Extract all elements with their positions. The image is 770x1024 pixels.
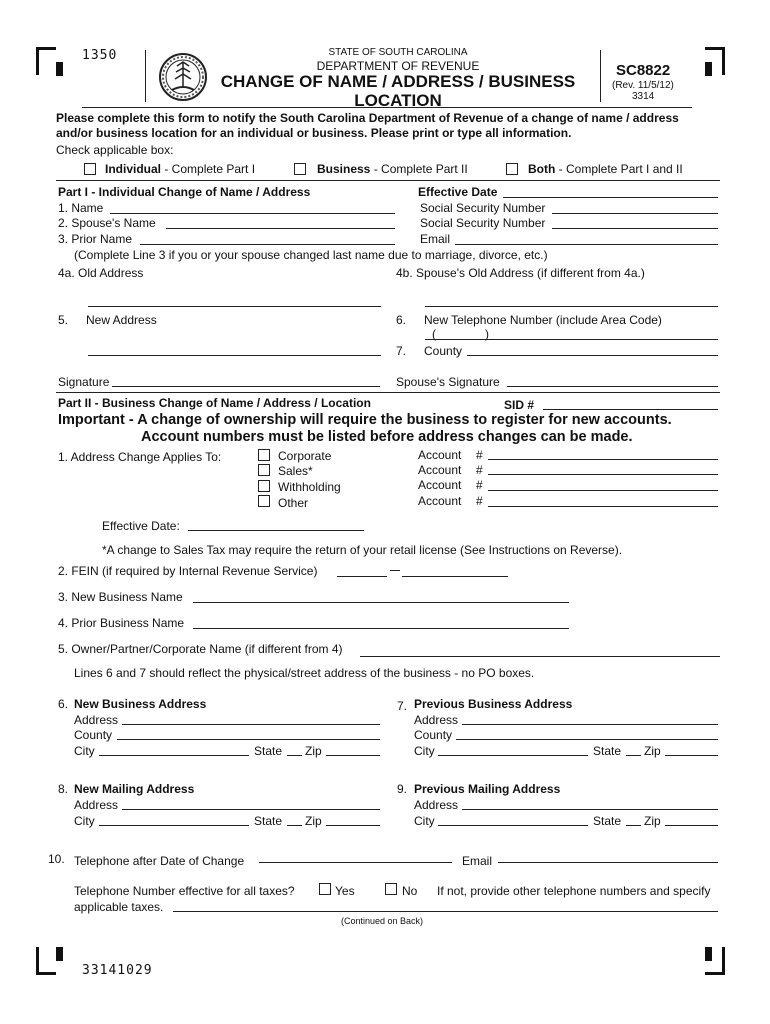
nma-zip-field[interactable] xyxy=(326,825,380,826)
account-label-2: Account xyxy=(418,463,462,477)
pba-county-label: County xyxy=(414,728,453,742)
registration-bar-bottom-left xyxy=(56,947,63,961)
account-hash-2: # xyxy=(476,463,483,477)
nba-city-field[interactable] xyxy=(99,755,249,756)
account-label-3: Account xyxy=(418,478,462,492)
new-phone-label: New Telephone Number (include Area Code) xyxy=(424,313,662,327)
account-field-1[interactable] xyxy=(488,459,718,460)
spouse-ssn-label: Social Security Number xyxy=(420,216,546,230)
account-label-4: Account xyxy=(418,494,462,508)
individual-checkbox[interactable] xyxy=(84,163,96,175)
registration-mark-top-left xyxy=(36,47,56,50)
fein-prefix-field[interactable] xyxy=(337,576,387,577)
new-business-address-number: 6. xyxy=(58,697,69,711)
name-label: 1. Name xyxy=(58,201,104,215)
prior-name-label: 3. Prior Name xyxy=(58,232,133,246)
effective-date-field[interactable] xyxy=(503,197,718,198)
new-business-address-heading: New Business Address xyxy=(74,697,207,711)
part1-rule xyxy=(56,180,720,181)
part1-effective-date-label: Effective Date xyxy=(418,185,498,199)
important-line2: Account numbers must be listed before address changes can be made. xyxy=(141,429,633,445)
spouse-old-address-label: 4b. Spouse's Old Address (if different from 4a.) xyxy=(396,266,645,280)
if-not-label: If not, provide other telephone numbers and specify xyxy=(437,884,711,898)
telephone-number: 10. xyxy=(48,852,65,866)
sales-checkbox[interactable] xyxy=(258,464,270,476)
prior-name-note: (Complete Line 3 if you or your spouse changed last name due to marriage, divorce, etc.) xyxy=(74,248,548,262)
part2-rule xyxy=(56,392,720,393)
pba-address-label: Address xyxy=(414,713,459,727)
pma-zip-label: Zip xyxy=(644,814,661,828)
prev-mailing-heading: Previous Mailing Address xyxy=(414,782,561,796)
prior-name-field[interactable] xyxy=(140,244,395,245)
registration-bar-bottom-right xyxy=(705,947,712,961)
nba-address-field[interactable] xyxy=(122,724,380,725)
account-field-2[interactable] xyxy=(488,474,718,475)
withholding-label: Withholding xyxy=(278,480,341,494)
form-code-top: 1350 xyxy=(82,48,118,63)
nma-state-field[interactable] xyxy=(287,825,302,826)
applies-to-label: 1. Address Change Applies To: xyxy=(58,450,222,464)
business-checkbox[interactable] xyxy=(294,163,306,175)
new-phone-field[interactable] xyxy=(425,339,718,340)
registration-mark-top-left-vertical xyxy=(36,47,39,75)
form-title-line2: LOCATION xyxy=(354,91,442,110)
other-label: Other xyxy=(278,496,309,510)
state-seal-icon xyxy=(158,52,208,102)
pma-address-label: Address xyxy=(414,798,459,812)
account-label-1: Account xyxy=(418,448,462,462)
nba-address-label: Address xyxy=(74,713,119,727)
name-field[interactable] xyxy=(110,213,395,214)
county-number: 7. xyxy=(396,344,407,358)
email-field[interactable] xyxy=(455,244,718,245)
pma-state-field[interactable] xyxy=(626,825,641,826)
pma-city-field[interactable] xyxy=(438,825,588,826)
nma-address-label: Address xyxy=(74,798,119,812)
check-applicable-label: Check applicable box: xyxy=(56,143,174,157)
state-label: STATE OF SOUTH CAROLINA xyxy=(328,47,468,58)
part2-effective-date-label: Effective Date: xyxy=(102,519,180,533)
pba-state-label: State xyxy=(593,744,622,758)
registration-mark-bottom-right-vertical xyxy=(722,947,725,975)
new-mailing-heading: New Mailing Address xyxy=(74,782,195,796)
header-divider-right xyxy=(600,50,601,102)
sid-field[interactable] xyxy=(543,409,718,410)
pba-county-field[interactable] xyxy=(456,739,718,740)
nma-zip-label: Zip xyxy=(305,814,322,828)
nba-zip-label: Zip xyxy=(305,744,322,758)
spouse-signature-field[interactable] xyxy=(507,386,718,387)
old-address-field[interactable] xyxy=(88,306,381,307)
important-line1: Important - A change of ownership will require the business to register for new accounts. xyxy=(58,412,672,428)
fein-dash xyxy=(390,570,400,571)
nba-zip-field[interactable] xyxy=(326,755,380,756)
signature-label: Signature xyxy=(58,375,110,389)
withholding-checkbox[interactable] xyxy=(258,480,270,492)
account-field-3[interactable] xyxy=(488,490,718,491)
prior-business-name-label: 4. Prior Business Name xyxy=(58,616,185,630)
corporate-checkbox[interactable] xyxy=(258,449,270,461)
account-hash-4: # xyxy=(476,494,483,508)
sales-tax-note: *A change to Sales Tax may require the return of your retail license (See Instructions on Reverse). xyxy=(102,543,623,557)
sid-label: SID # xyxy=(504,398,535,412)
spouse-ssn-field[interactable] xyxy=(552,228,718,229)
pba-city-label: City xyxy=(414,744,435,758)
new-address-number: 5. xyxy=(58,313,69,327)
both-option: Both - Complete Part I and II xyxy=(528,162,683,176)
area-code-close-paren: ) xyxy=(485,327,489,341)
header-rule xyxy=(82,107,692,108)
nma-state-label: State xyxy=(254,814,283,828)
intro-line1: Please complete this form to notify the South Carolina Department of Revenue of a change of name / address xyxy=(56,111,679,125)
new-mailing-number: 8. xyxy=(58,782,69,796)
department-label: DEPARTMENT OF REVENUE xyxy=(316,59,480,73)
individual-option: Individual - Complete Part I xyxy=(105,162,256,176)
ssn-label: Social Security Number xyxy=(420,201,546,215)
account-hash-3: # xyxy=(476,478,483,492)
account-hash-1: # xyxy=(476,448,483,462)
owner-name-label: 5. Owner/Partner/Corporate Name (if different from 4) xyxy=(58,642,343,656)
form-title-line1: CHANGE OF NAME / ADDRESS / BUSINESS xyxy=(220,72,576,91)
registration-bar-top-left xyxy=(56,62,63,76)
owner-name-field[interactable] xyxy=(360,656,720,657)
no-label: No xyxy=(402,884,418,898)
registration-mark-top-right-vertical xyxy=(722,47,725,75)
pma-address-field[interactable] xyxy=(462,809,718,810)
pma-city-label: City xyxy=(414,814,435,828)
spouse-signature-label: Spouse's Signature xyxy=(396,375,500,389)
registration-bar-top-right xyxy=(705,62,712,76)
part2-effective-date-field[interactable] xyxy=(188,530,364,531)
yes-label: Yes xyxy=(335,884,355,898)
old-address-label: 4a. Old Address xyxy=(58,266,144,280)
registration-mark-bottom-left xyxy=(36,972,56,975)
new-address-field[interactable] xyxy=(88,355,381,356)
other-checkbox[interactable] xyxy=(258,495,270,507)
business-option: Business - Complete Part II xyxy=(317,162,468,176)
nba-county-label: County xyxy=(74,728,113,742)
nba-city-label: City xyxy=(74,744,95,758)
corporate-label: Corporate xyxy=(278,449,332,463)
applicable-taxes-field[interactable] xyxy=(173,911,718,912)
new-address-label: New Address xyxy=(86,313,157,327)
signature-field[interactable] xyxy=(112,386,380,387)
telephone-after-field[interactable] xyxy=(259,862,452,863)
pba-state-field[interactable] xyxy=(626,755,641,756)
tel-all-taxes-label: Telephone Number effective for all taxes? xyxy=(74,884,295,898)
email-label: Email xyxy=(420,232,451,246)
area-code-open-paren: ( xyxy=(432,327,436,341)
pba-zip-label: Zip xyxy=(644,744,661,758)
fein-suffix-field[interactable] xyxy=(402,576,508,577)
part2-heading: Part II - Business Change of Name / Address / Location xyxy=(58,396,371,410)
yes-checkbox[interactable] xyxy=(319,883,331,895)
nba-county-field[interactable] xyxy=(117,739,380,740)
nba-state-field[interactable] xyxy=(287,755,302,756)
tel-email-field[interactable] xyxy=(498,862,718,863)
new-phone-number: 6. xyxy=(396,313,407,327)
pba-city-field[interactable] xyxy=(438,755,588,756)
spouse-old-address-field[interactable] xyxy=(425,306,718,307)
both-checkbox[interactable] xyxy=(506,163,518,175)
telephone-after-label: Telephone after Date of Change xyxy=(74,854,245,868)
form-revision: (Rev. 11/5/12) xyxy=(612,80,674,91)
spouse-name-field[interactable] xyxy=(166,228,395,229)
tel-email-label: Email xyxy=(462,854,493,868)
new-business-name-label: 3. New Business Name xyxy=(58,590,183,604)
new-business-name-field[interactable] xyxy=(193,602,569,603)
nba-state-label: State xyxy=(254,744,283,758)
prev-mailing-number: 9. xyxy=(397,782,408,796)
continued-on-back: (Continued on Back) xyxy=(341,916,424,926)
sales-label: Sales* xyxy=(278,464,313,478)
nma-address-field[interactable] xyxy=(122,809,380,810)
pma-zip-field[interactable] xyxy=(665,825,718,826)
registration-mark-bottom-left-vertical xyxy=(36,947,39,975)
pba-zip-field[interactable] xyxy=(665,755,718,756)
county-field[interactable] xyxy=(467,355,718,356)
lines-note: Lines 6 and 7 should reflect the physical/street address of the business - no PO boxes. xyxy=(74,666,535,680)
account-field-4[interactable] xyxy=(488,506,718,507)
intro-line2: and/or business location for an individual or business. Please print or type all information. xyxy=(56,126,572,140)
fein-label: 2. FEIN (if required by Internal Revenue Service) xyxy=(58,564,318,578)
form-number: SC8822 xyxy=(616,62,671,79)
nma-city-field[interactable] xyxy=(99,825,249,826)
part1-heading: Part I - Individual Change of Name / Address xyxy=(58,185,311,199)
pma-state-label: State xyxy=(593,814,622,828)
applicable-taxes-label: applicable taxes. xyxy=(74,900,164,914)
no-checkbox[interactable] xyxy=(385,883,397,895)
form-id: 3314 xyxy=(632,91,655,102)
prior-business-name-field[interactable] xyxy=(193,628,569,629)
form-code-bottom: 33141029 xyxy=(82,963,153,978)
prev-business-address-heading: Previous Business Address xyxy=(414,697,573,711)
spouse-name-label: 2. Spouse's Name xyxy=(58,216,156,230)
ssn-field[interactable] xyxy=(552,213,718,214)
nma-city-label: City xyxy=(74,814,95,828)
prev-business-address-number: 7. xyxy=(397,699,408,713)
header-divider-left xyxy=(145,50,146,102)
county-label: County xyxy=(424,344,463,358)
pba-address-field[interactable] xyxy=(462,724,718,725)
